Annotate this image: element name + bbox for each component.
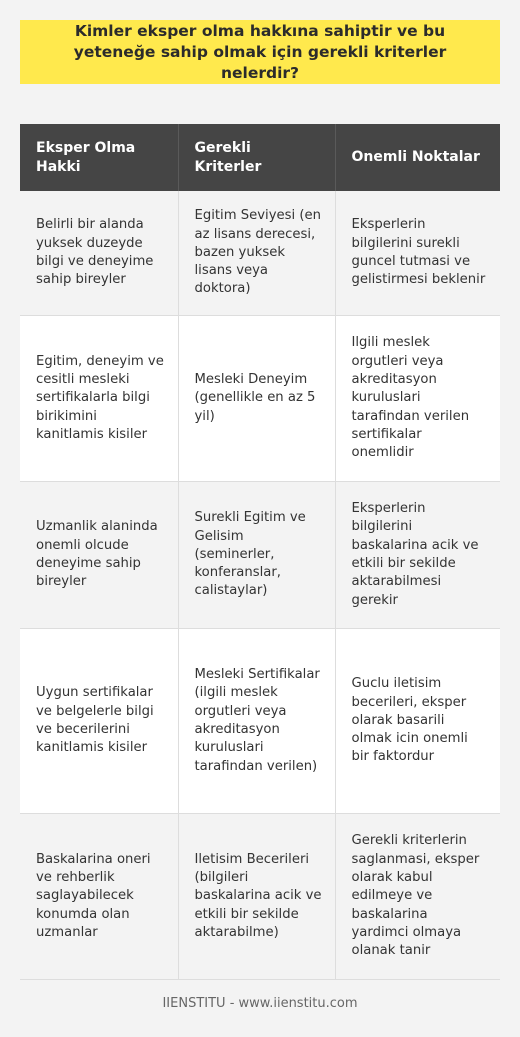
table-cell: Iletisim Becerileri (bilgileri baskalarina acik ve etkili bir sekilde aktarabilme)	[178, 814, 335, 980]
table-cell: Belirli bir alanda yuksek duzeyde bilgi ve deneyime sahip bireyler	[20, 191, 178, 316]
table-cell: Guclu iletisim becerileri, eksper olarak basarili olmak icin onemli bir faktordur	[335, 629, 500, 814]
table-cell: Gerekli kriterlerin saglanmasi, eksper olarak kabul edilmeye ve baskalarina yardimci olmaya olanak tanir	[335, 814, 500, 980]
table-cell: Uygun sertifikalar ve belgelerle bilgi ve becerilerini kanitlamis kisiler	[20, 629, 178, 814]
column-header-gerekli-kriterler: Gerekli Kriterler	[178, 124, 335, 191]
title-banner	[20, 20, 500, 84]
column-header-eksper-olma-hakki: Eksper Olma Hakki	[20, 124, 178, 191]
table-cell: Surekli Egitim ve Gelisim (seminerler, konferanslar, calistaylar)	[178, 482, 335, 629]
table-cell: Mesleki Deneyim (genellikle en az 5 yil)	[178, 316, 335, 482]
table-cell: Uzmanlik alaninda onemli olcude deneyime sahip bireyler	[20, 482, 178, 629]
table-row	[20, 629, 500, 814]
table-header-row	[20, 124, 500, 191]
table-cell: Egitim, deneyim ve cesitli mesleki sertifikalarla bilgi birikimini kanitlamis kisiler	[20, 316, 178, 482]
footer-credit: IIENSTITU - www.iienstitu.com	[162, 996, 358, 1011]
table-row	[20, 482, 500, 629]
table-cell: Mesleki Sertifikalar (ilgili meslek orgutleri veya akreditasyon kuruluslari tarafindan verilen)	[178, 629, 335, 814]
table-row	[20, 191, 500, 316]
table-cell: Eksperlerin bilgilerini baskalarina acik ve etkili bir sekilde aktarabilmesi gerekir	[335, 482, 500, 629]
table-cell: Baskalarina oneri ve rehberlik saglayabilecek konumda olan uzmanlar	[20, 814, 178, 980]
table-row	[20, 316, 500, 482]
table-cell: Egitim Seviyesi (en az lisans derecesi, bazen yuksek lisans veya doktora)	[178, 191, 335, 316]
table-cell: Ilgili meslek orgutleri veya akreditasyon kuruluslari tarafindan verilen sertifikalar onemlidir	[335, 316, 500, 482]
table-row	[20, 814, 500, 980]
column-header-onemli-noktalar: Onemli Noktalar	[335, 124, 500, 191]
criteria-table	[20, 124, 500, 980]
table-cell: Eksperlerin bilgilerini surekli guncel tutmasi ve gelistirmesi beklenir	[335, 191, 500, 316]
page-title: Kimler eksper olma hakkına sahiptir ve bu yeteneğe sahip olmak için gerekli kriterler nelerdir?	[73, 21, 447, 82]
